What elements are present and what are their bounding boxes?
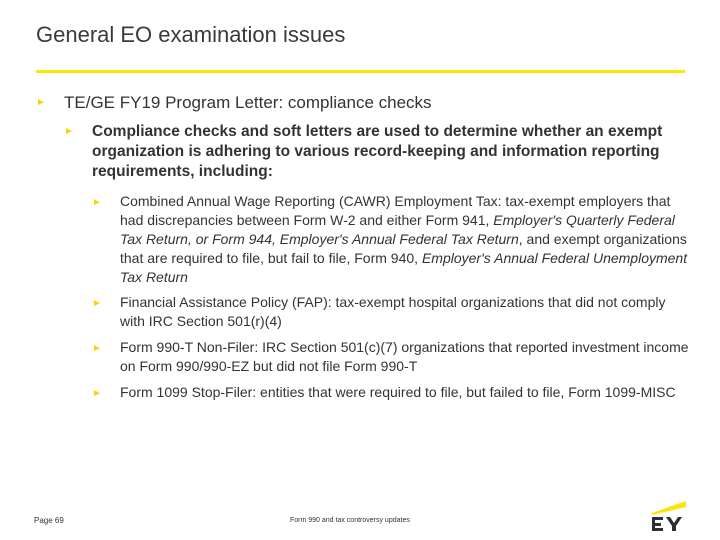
- item-italic-text: Employer's Quarterly Federal Tax Return, or Form 944, Employer's Annual Federal Tax Return: [120, 212, 675, 247]
- bullet-arrow-icon: ►: [92, 343, 102, 354]
- title-underline: [36, 70, 685, 73]
- bullet-item-fap: Financial Assistance Policy (FAP): tax-exempt hospital organizations that did not comply with IRC Section 501(r)(4): [120, 294, 666, 329]
- item-text: Combined Annual Wage Reporting (CAWR) Employment Tax: tax-exempt employers that had discrepancies between Form W-2 and either Form 941,: [120, 193, 671, 228]
- bullet-item-cawr: [120, 192, 690, 287]
- bullet-item-1099: Form 1099 Stop-Filer: entities that were required to file, but failed to file, Form 1099-MISC: [120, 384, 676, 400]
- bullet-arrow-icon: ►: [36, 97, 46, 108]
- ey-logo-icon: [648, 497, 688, 533]
- bullet-arrow-icon: ►: [92, 388, 102, 399]
- bullet-arrow-icon: ►: [64, 126, 74, 137]
- item-italic-text: Employer's Annual Federal Unemployment Tax Return: [120, 250, 688, 285]
- bullet-item-990t: Form 990-T Non-Filer: IRC Section 501(c)(7) organizations that reported investment income on Form 990/990-EZ but did not file Form 990-T: [120, 339, 689, 374]
- footer-caption: Form 990 and tax controversy updates: [290, 517, 410, 524]
- bullet-level1: TE/GE FY19 Program Letter: compliance checks: [64, 93, 432, 112]
- page-number: Page 69: [34, 516, 64, 525]
- item-text: , and exempt organizations that are required to file, but fail to file, Form 940,: [120, 231, 687, 266]
- bullet-level2: Compliance checks and soft letters are used to determine whether an exempt organization is adhering to various record-keeping and information reporting requirements, including:: [92, 123, 663, 180]
- bullet-arrow-icon: ►: [92, 298, 102, 309]
- page-title: General EO examination issues: [36, 22, 346, 47]
- bullet-arrow-icon: ►: [92, 197, 102, 208]
